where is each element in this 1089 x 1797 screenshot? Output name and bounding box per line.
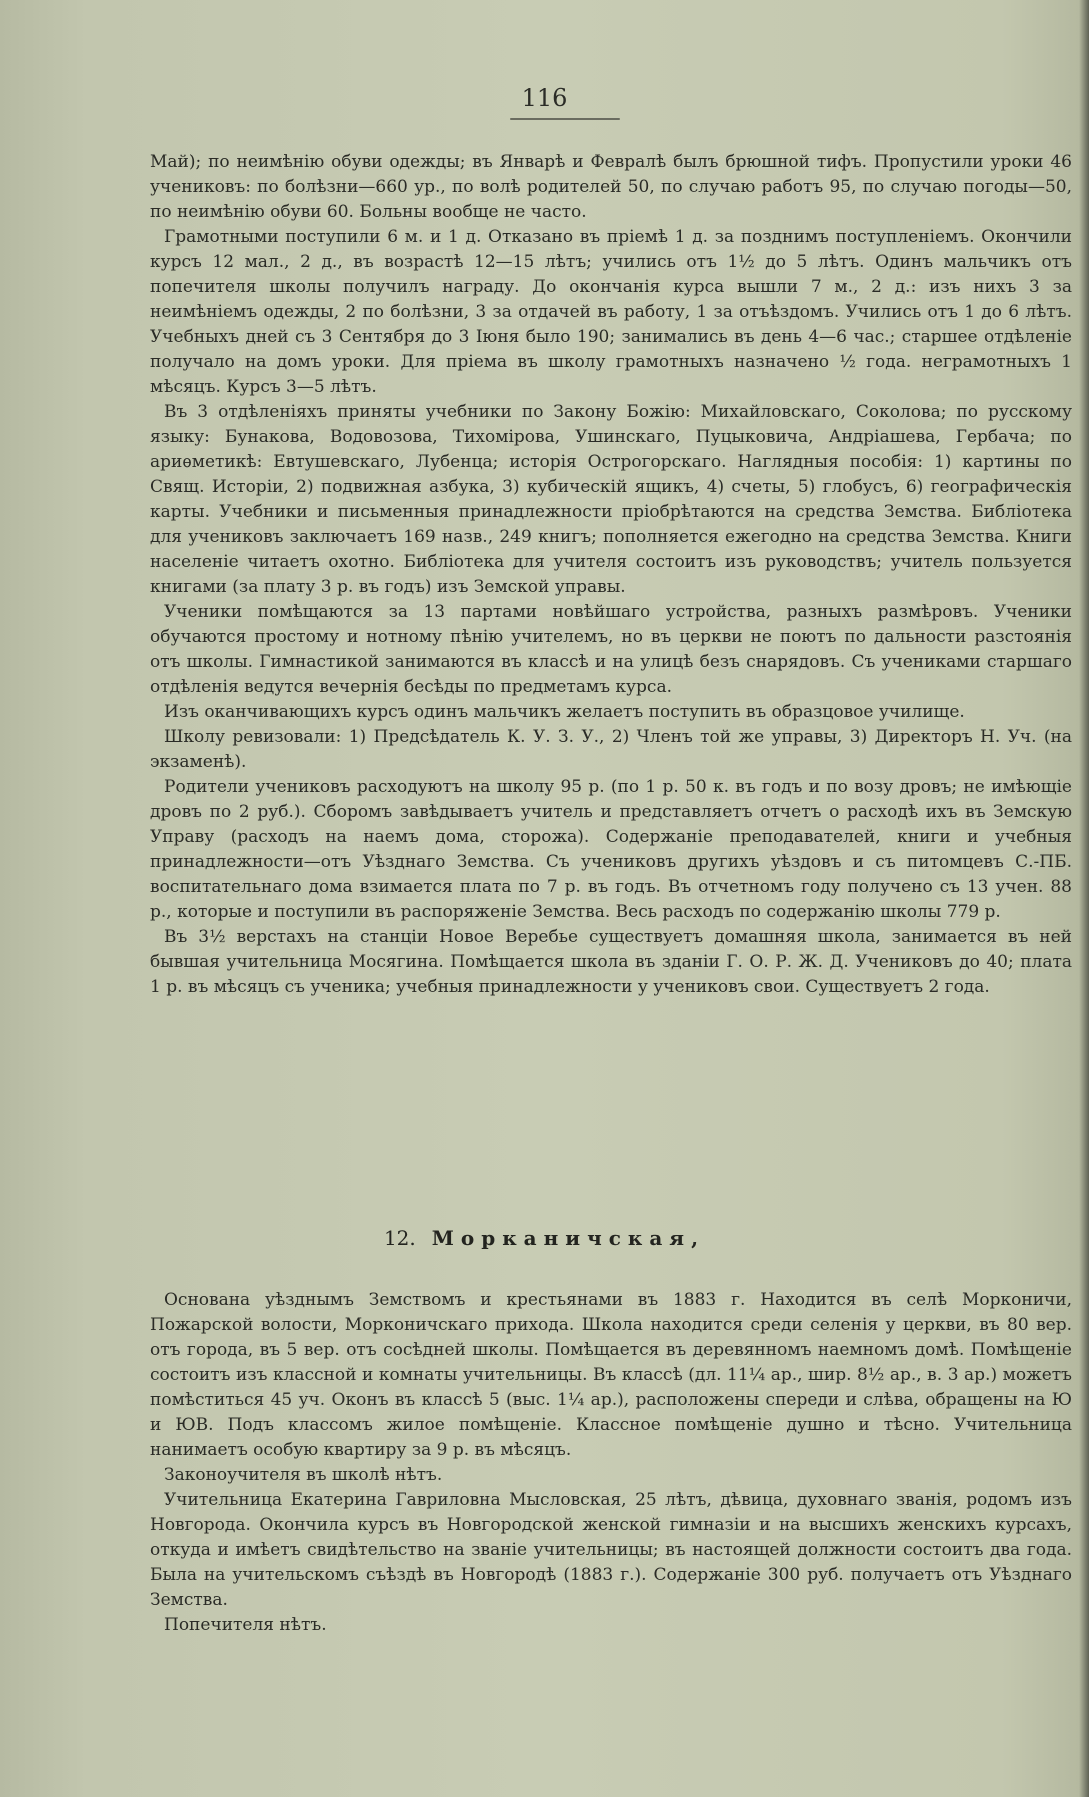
- paragraph: Школу ревизовали: 1) Предсѣдатель К. У. З. У., 2) Членъ той же управы, 3) Директоръ Н. Уч. (на экзаменѣ).: [150, 727, 1072, 772]
- section-heading: [0, 1226, 1089, 1250]
- paragraph: Изъ оканчивающихъ курсъ одинъ мальчикъ желаетъ поступить въ образцовое училище.: [164, 702, 965, 722]
- decorative-rule: [510, 118, 620, 120]
- paragraph: Попечителя нѣтъ.: [164, 1615, 327, 1635]
- paragraph: Родители учениковъ расходуютъ на школу 95 р. (по 1 р. 50 к. въ годъ и по возу дровъ; не имѣющіе дровъ по 2 руб.). Сборомъ завѣдываетъ учитель и представляетъ отчетъ о расходѣ ихъ въ Земскую Управу (расходъ на наемъ дома, сторожа). Содержаніе преподавателей, книги и учебныя принадлежности—отъ Уѣзднаго Земства. Съ учениковъ другихъ уѣздовъ и съ питомцевъ С.-ПБ. воспитательнаго дома взимается плата по 7 р. въ годъ. Въ отчетномъ году получено съ 13 учен. 88 р., которые и поступили въ распоряженіе Земства. Весь расходъ по содержанію школы 779 р.: [150, 777, 1072, 922]
- text-block-lower: [150, 1288, 1072, 1638]
- section-title: Морканичская,: [431, 1226, 706, 1250]
- page-number: 116: [521, 84, 568, 112]
- paragraph: Въ 3 отдѣленіяхъ приняты учебники по Закону Божію: Михайловскаго, Соколова; по русскому языку: Бунакова, Водовозова, Тихомірова, Ушинскаго, Пуцыковича, Андріашева, Гербача; по ариѳметикѣ: Евтушевскаго, Лубенца; исторія Острогорскаго. Наглядныя пособія: 1) картины по Свящ. Исторіи, 2) подвижная азбука, 3) кубическій ящикъ, 4) счеты, 5) глобусъ, 6) географическія карты. Учебники и письменныя принадлежности пріобрѣтаются на средства Земства. Библіотека для учениковъ заключаетъ 169 назв., 249 книгъ; пополняется ежегодно на средства Земства. Книги населеніе читаетъ охотно. Библіотека для учителя состоитъ изъ руководствъ; учитель пользуется книгами (за плату 3 р. въ годъ) изъ Земской управы.: [150, 402, 1072, 597]
- paragraph: Учительница Екатерина Гавриловна Мысловская, 25 лѣтъ, дѣвица, духовнаго званія, родомъ изъ Новгорода. Окончила курсъ въ Новгородской женской гимназіи и на высшихъ женскихъ курсахъ, откуда и имѣетъ свидѣтельство на званіе учительницы; въ настоящей должности состоитъ два года. Была на учительскомъ съѣздѣ въ Новгородѣ (1883 г.). Содержаніе 300 руб. получаетъ отъ Уѣзднаго Земства.: [150, 1490, 1072, 1610]
- text-block-upper: [150, 150, 1072, 1000]
- page-edge-shadow: [1079, 0, 1089, 1797]
- paragraph: Въ 3½ верстахъ на станціи Новое Веребье существуетъ домашняя школа, занимается въ ней бывшая учительница Мосягина. Помѣщается школа въ зданіи Г. О. Р. Ж. Д. Учениковъ до 40; плата 1 р. въ мѣсяцъ съ ученика; учебныя принадлежности у учениковъ свои. Существуетъ 2 года.: [150, 927, 1072, 997]
- paragraph: Ученики помѣщаются за 13 партами новѣйшаго устройства, разныхъ размѣровъ. Ученики обучаются простому и нотному пѣнію учителемъ, но въ церкви не поютъ по дальности разстоянія отъ школы. Гимнастикой занимаются въ классѣ и на улицѣ безъ снарядовъ. Съ учениками старшаго отдѣленія ведутся вечернія бесѣды по предметамъ курса.: [150, 602, 1072, 697]
- paragraph: Грамотными поступили 6 м. и 1 д. Отказано въ пріемѣ 1 д. за позднимъ поступленіемъ. Окончили курсъ 12 мал., 2 д., въ возрастѣ 12—15 лѣтъ; учились отъ 1½ до 5 лѣтъ. Одинъ мальчикъ отъ попечителя школы получилъ награду. До окончанія курса вышли 7 м., 2 д.: изъ нихъ 3 за неимѣніемъ одежды, 2 по болѣзни, 3 за отдачей въ работу, 1 за отъѣздомъ. Учились отъ 1 до 6 лѣтъ. Учебныхъ дней съ 3 Сентября до 3 Іюня было 190; занимались въ день 4—6 час.; старшее отдѣленіе получало на домъ уроки. Для пріема въ школу грамотныхъ назначено ½ года. неграмотныхъ 1 мѣсяцъ. Курсъ 3—5 лѣтъ.: [150, 227, 1072, 397]
- paragraph: Май); по неимѣнію обуви одежды; въ Январѣ и Февралѣ былъ брюшной тифъ. Пропустили уроки 46 учениковъ: по болѣзни—660 ур., по волѣ родителей 50, по случаю работъ 95, по случаю погоды—50, по неимѣнію обуви 60. Больны вообще не часто.: [150, 152, 1072, 222]
- paragraph: Основана уѣзднымъ Земствомъ и крестьянами въ 1883 г. Находится въ селѣ Морконичи, Пожарской волости, Морконичскаго прихода. Школа находится среди селенія у церкви, въ 80 вер. отъ города, въ 5 вер. отъ сосѣдней школы. Помѣщается въ деревянномъ наемномъ домѣ. Помѣщеніе состоитъ изъ классной и комнаты учительницы. Въ классѣ (дл. 11¼ ар., шир. 8½ ар., в. 3 ар.) можетъ помѣститься 45 уч. Оконъ въ классѣ 5 (выс. 1¼ ар.), расположены спереди и слѣва, обращены на Ю и ЮВ. Подъ классомъ жилое помѣщеніе. Классное помѣщеніе душно и тѣсно. Учительница нанимаетъ особую квартиру за 9 р. въ мѣсяцъ.: [150, 1290, 1072, 1460]
- section-number: 12.: [383, 1226, 416, 1250]
- paragraph: Законоучителя въ школѣ нѣтъ.: [164, 1465, 443, 1485]
